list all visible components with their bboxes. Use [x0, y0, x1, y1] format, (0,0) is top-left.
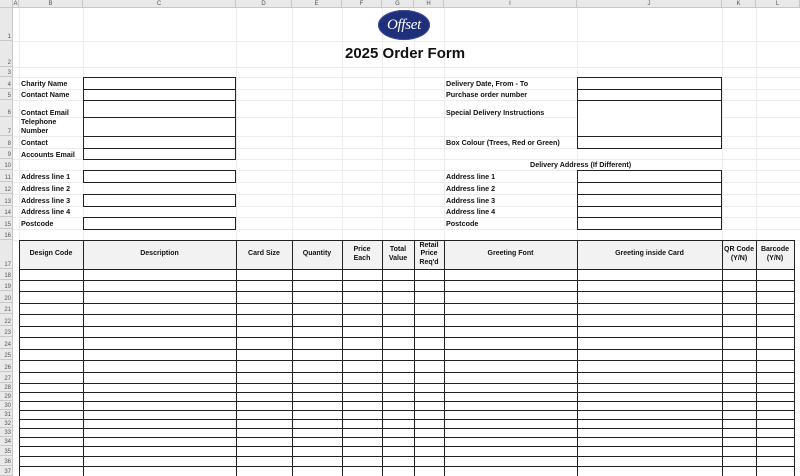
row-header-28[interactable]: 28 — [0, 383, 13, 392]
column-header-i[interactable]: I — [444, 0, 577, 8]
column-header-e[interactable]: E — [292, 0, 342, 8]
row-header-1[interactable]: 1 — [0, 8, 13, 41]
row-header-24[interactable]: 24 — [0, 337, 13, 349]
row-header-17[interactable]: 17 — [0, 240, 13, 269]
label-postcode: Postcode — [21, 219, 54, 228]
row-header-3[interactable]: 3 — [0, 67, 13, 77]
column-header-k[interactable]: K — [722, 0, 756, 8]
header-design-code: Design Code — [29, 250, 73, 258]
header-barcode: Barcode (Y/N) — [760, 246, 789, 262]
row-header-29[interactable]: 29 — [0, 392, 13, 401]
label-telephone: Telephone — [21, 117, 57, 126]
label-box-colour: Box Colour (Trees, Red or Green) — [446, 138, 560, 147]
page-title: 2025 Order Form — [345, 45, 466, 62]
row-header-2[interactable]: 2 — [0, 41, 13, 67]
telephone-number-field[interactable] — [83, 117, 236, 137]
accounts-email-field[interactable] — [83, 148, 236, 160]
row-header-22[interactable]: 22 — [0, 314, 13, 326]
label-address-line-4: Address line 4 — [21, 207, 71, 216]
label-special-delivery: Special Delivery Instructions — [446, 108, 545, 117]
label-contact-email: Contact Email — [21, 108, 69, 117]
header-quantity: Quantity — [302, 250, 332, 258]
row-header-14[interactable]: 14 — [0, 206, 13, 217]
row-header-12[interactable]: 12 — [0, 182, 13, 194]
label-address-line-1: Address line 1 — [21, 172, 71, 181]
header-greeting-font: Greeting Font — [487, 250, 534, 258]
header-greeting-inside-card: Greeting inside Card — [615, 250, 684, 258]
row-header-13[interactable]: 13 — [0, 194, 13, 206]
row-header-23[interactable]: 23 — [0, 326, 13, 337]
label-telephone-number: Number — [21, 126, 49, 135]
header-description: Description — [140, 250, 179, 258]
row-header-25[interactable]: 25 — [0, 349, 13, 360]
column-header-f[interactable]: F — [342, 0, 382, 8]
column-header-b[interactable]: B — [19, 0, 83, 8]
column-header-a[interactable]: A — [13, 1, 18, 7]
row-header-33[interactable]: 33 — [0, 428, 13, 437]
label-purchase-order: Purchase order number — [446, 90, 528, 99]
label-contact-name: Contact Name — [21, 90, 70, 99]
special-delivery-field[interactable] — [577, 100, 722, 137]
label-accounts-email: Accounts Email — [21, 150, 75, 159]
header-qr-code: QR Code (Y/N) — [724, 246, 754, 262]
select-all-corner[interactable] — [0, 0, 13, 8]
row-header-9[interactable]: 9 — [0, 148, 13, 159]
row-header-8[interactable]: 8 — [0, 136, 13, 148]
label-delivery-postcode: Postcode — [446, 219, 479, 228]
row-header-30[interactable]: 30 — [0, 401, 13, 410]
row-header-27[interactable]: 27 — [0, 372, 13, 383]
row-header-32[interactable]: 32 — [0, 419, 13, 428]
label-delivery-address-line-1: Address line 1 — [446, 172, 496, 181]
row-header-4[interactable]: 4 — [0, 77, 13, 89]
column-header-j[interactable]: J — [577, 0, 722, 8]
row-header-10[interactable]: 10 — [0, 159, 13, 170]
label-address-line-3: Address line 3 — [21, 196, 71, 205]
row-header-35[interactable]: 35 — [0, 446, 13, 456]
row-header-20[interactable]: 20 — [0, 291, 13, 303]
address-line-1-field[interactable] — [83, 170, 236, 183]
delivery-postcode-field[interactable] — [577, 217, 722, 230]
address-line-3-field[interactable] — [83, 194, 236, 207]
row-header-15[interactable]: 15 — [0, 217, 13, 229]
row-header-6[interactable]: 6 — [0, 100, 13, 117]
row-header-16[interactable]: 16 — [0, 229, 13, 240]
column-header-c[interactable]: C — [83, 0, 236, 8]
label-address-line-2: Address line 2 — [21, 184, 71, 193]
label-delivery-address-line-3: Address line 3 — [446, 196, 496, 205]
label-delivery-address-line-4: Address line 4 — [446, 207, 496, 216]
header-total-value: Total Value — [388, 246, 408, 262]
label-contact: Contact — [21, 138, 48, 147]
postcode-field[interactable] — [83, 217, 236, 230]
label-delivery-date: Delivery Date, From - To — [446, 79, 529, 88]
logo-text: Offset — [386, 16, 422, 33]
row-header-11[interactable]: 11 — [0, 170, 13, 182]
label-delivery-address-line-2: Address line 2 — [446, 184, 496, 193]
delivery-address-heading: Delivery Address (If Different) — [530, 160, 632, 169]
row-header-7[interactable]: 7 — [0, 117, 13, 136]
column-header-g[interactable]: G — [382, 0, 414, 8]
row-header-37[interactable]: 37 — [0, 466, 13, 476]
row-header-31[interactable]: 31 — [0, 410, 13, 419]
header-card-size: Card Size — [248, 250, 280, 258]
offset-logo — [378, 10, 430, 40]
box-colour-field[interactable] — [577, 136, 722, 149]
row-header-21[interactable]: 21 — [0, 303, 13, 314]
label-charity-name: Charity Name — [21, 79, 68, 88]
row-header-26[interactable]: 26 — [0, 360, 13, 372]
row-header-36[interactable]: 36 — [0, 456, 13, 466]
row-header-18[interactable]: 18 — [0, 269, 13, 280]
column-header-h[interactable]: H — [414, 0, 444, 8]
row-header-5[interactable]: 5 — [0, 89, 13, 100]
row-header-34[interactable]: 34 — [0, 437, 13, 446]
column-header-d[interactable]: D — [236, 0, 292, 8]
column-header-l[interactable]: L — [756, 0, 800, 8]
row-header-19[interactable]: 19 — [0, 280, 13, 291]
contact-email-field[interactable] — [83, 100, 236, 118]
header-retail-price: Retail Price Req'd — [419, 241, 439, 266]
header-price-each: Price Each — [353, 246, 371, 262]
